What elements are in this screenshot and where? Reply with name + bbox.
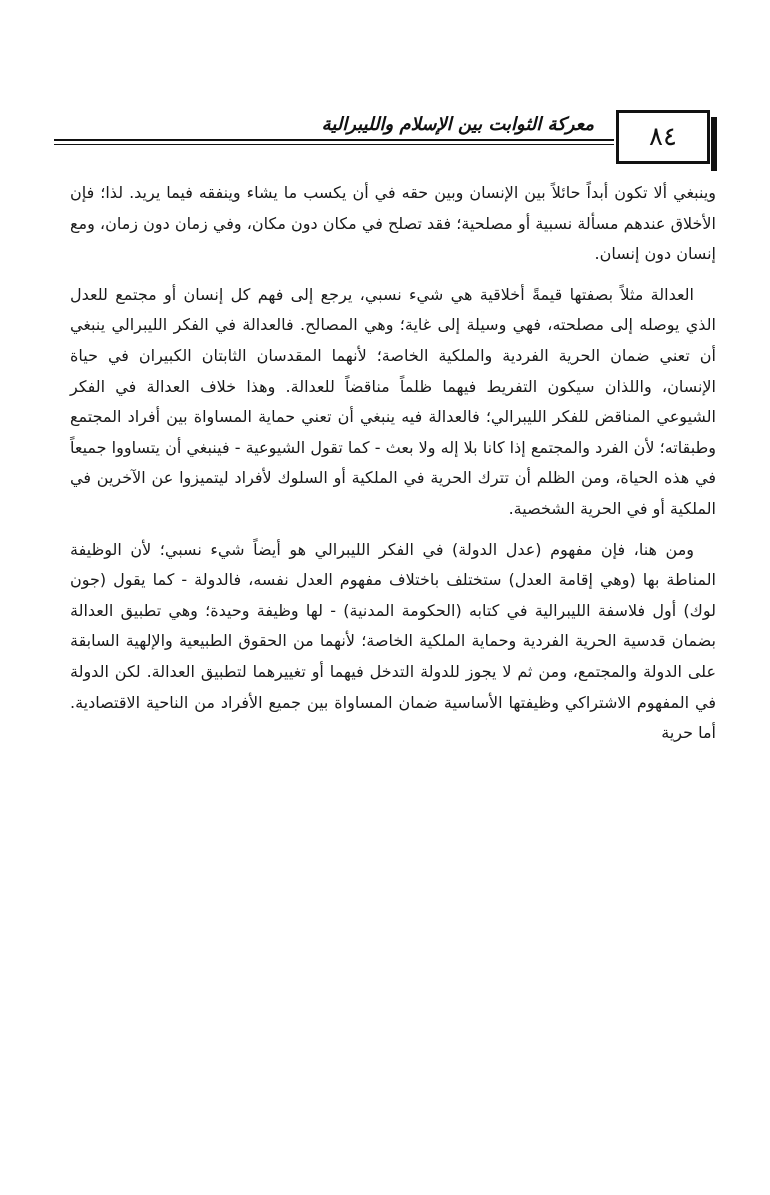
header-rule-thick [54, 139, 614, 141]
header-rule-thin [54, 144, 614, 145]
paragraph: ومن هنا، فإن مفهوم (عدل الدولة) في الفكر الليبرالي هو أيضاً شيء نسبي؛ لأن الوظيفة المناطة بها (وهي إقامة العدل) ستختلف باختلاف مفهوم العدل نفسه، فالدولة - كما يقول (جون لوك) أول فلاسفة الليبرالية في كتابه (الحكومة المدنية) - لها وظيفة وحيدة؛ وهي تطبيق العدالة بضمان قدسية الحرية الفردية وحماية الملكية الخاصة؛ لأنهما من الحقوق الطبيعية والإلهية السابقة على الدولة والمجتمع، ومن ثم لا يجوز للدولة التدخل فيهما أو تغييرهما لتطبيق العدالة. لكن الدولة في المفهوم الاشتراكي وظيفتها الأساسية ضمان المساواة بين جميع الأفراد من الناحية الاقتصادية. أما حرية [70, 539, 716, 743]
book-title: معركة الثوابت بين الإسلام والليبرالية [321, 114, 594, 135]
running-header [54, 104, 716, 170]
page-number: ٨٤ [616, 110, 710, 164]
paragraph: وينبغي ألا تكون أبداً حائلاً بين الإنسان وبين حقه في أن يكسب ما يشاء وينفقه فيما يريد. لذا؛ فإن الأخلاق عندهم مسألة نسبية أو مصلحية؛ فقد تصلح في مكان دون مكان، وفي زمان دون زمان، ومع إنسان دون إنسان. [70, 183, 716, 264]
paragraph: العدالة مثلاً بصفتها قيمةً أخلاقية هي شيء نسبي، يرجع إلى فهم كل إنسان أو مجتمع للعدل الذي يوصله إلى مصلحته، فهي وسيلة إلى غاية؛ وهي المصالح. فالعدالة في الفكر الليبرالي ينبغي أن تعني ضمان الحرية الفردية والملكية الخاصة؛ لأنهما المقدسان الثابتان الكبيران في حياة الإنسان، واللذان سيكون التفريط فيهما ظلماً مناقضاً للعدالة. وهذا خلاف العدالة في الفكر الشيوعي المناقض للفكر الليبرالي؛ فالعدالة فيه ينبغي أن تعني حماية المساواة بين أفراد المجتمع وطبقاته؛ لأن الفرد والمجتمع إذا كانا بلا إله ولا بعث - كما تقول الشيوعية - فينبغي أن يتساووا جميعاً في هذه الحياة، ومن الظلم أن تترك الحرية في الملكية أو السلوك لأفراد ليتميزوا عن الآخرين في الملكية أو في الحرية الشخصية. [70, 284, 716, 518]
page-body [70, 178, 716, 749]
